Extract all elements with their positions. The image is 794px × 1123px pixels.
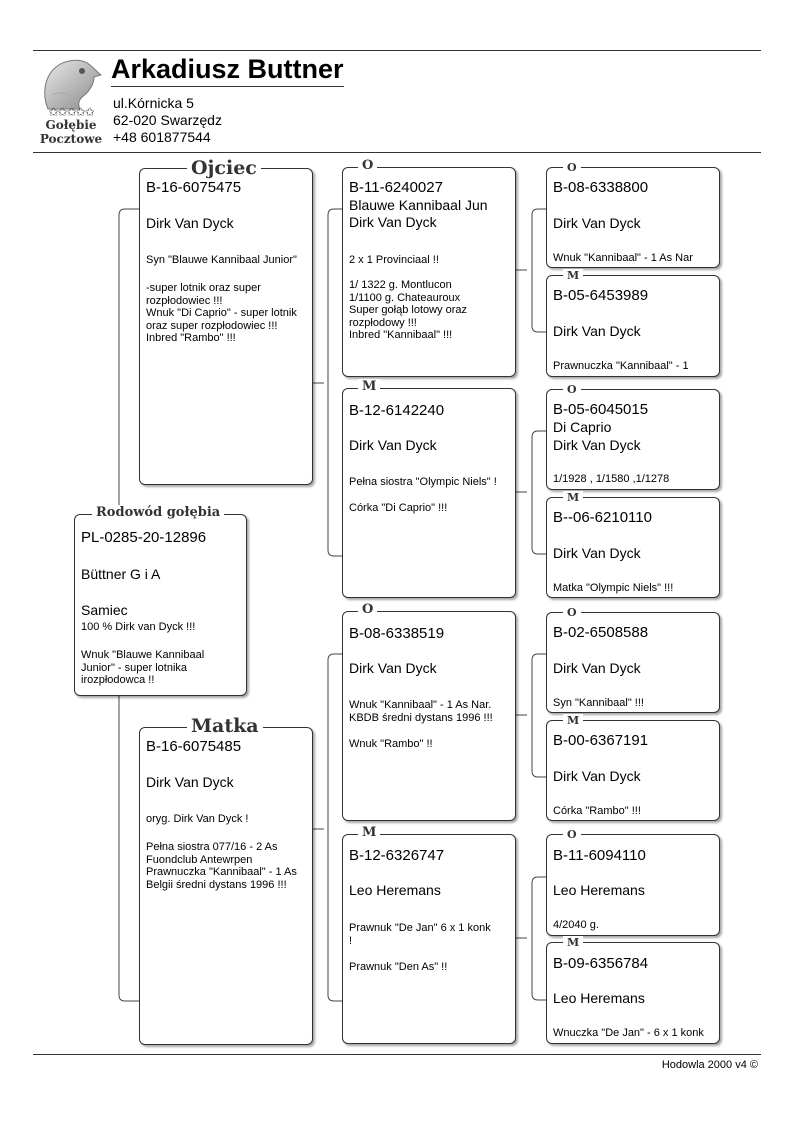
mff-note: Syn "Kannibaal" !!! [553,697,644,709]
fm-breeder: Dirk Van Dyck [349,437,437,453]
mfm-note: Córka "Rambo" !!! [553,805,641,817]
mf-note-2: Wnuk "Rambo" !! [349,738,433,750]
logo-text-line2: Pocztowe [39,132,103,146]
mother-father-card [342,611,516,821]
mf-note-1: Wnuk "Kannibaal" - 1 As Nar. KBDB średni dystans 1996 !!! [349,699,493,724]
father-ring-number: B-16-6075475 [146,179,242,196]
ffm-ring-number: B-05-6453989 [553,287,649,304]
software-credit: Hodowla 2000 v4 © [661,1059,758,1071]
mother-note-1: oryg. Dirk Van Dyck ! [146,813,249,825]
subject-sex: Samiec [81,602,128,618]
fmm-note: Matka "Olympic Niels" !!! [553,582,674,594]
pigeon-head-icon [38,55,104,111]
breeder-name: Arkadiusz Buttner [111,54,344,87]
mother-ring-number: B-16-6075485 [146,738,242,755]
subject-ring-number: PL-0285-20-12896 [81,529,207,546]
fff-card [546,167,720,268]
subject-label: Rodowód gołębia [92,505,224,520]
father-breeder: Dirk Van Dyck [146,215,234,231]
header-top-rule [33,50,761,51]
mm-ring-number: B-12-6326747 [349,847,445,864]
mother-label: Matka [187,715,263,737]
mff-label: O [563,606,581,619]
mother-card [139,727,313,1045]
ff-label: O [358,158,377,173]
fmm-breeder: Dirk Van Dyck [553,545,641,561]
mother-note-2: Pełna siostra 077/16 - 2 As Fuondclub Antewrpen Prawnuczka "Kannibaal" - 1 As Belgii średni dystans 1996 !!! [146,841,297,891]
mother-mother-card [342,834,516,1044]
father-note-1: Syn "Blauwe Kannibaal Junior" [146,254,297,266]
fmf-ring-number: B-05-6045015 [553,401,649,418]
mff-ring-number: B-02-6508588 [553,624,649,641]
footer-rule [33,1054,761,1055]
fmf-card [546,389,720,490]
logo-text-line1: Gołębie [45,118,97,132]
mm-note-2: Prawnuk "Den As" !! [349,961,448,973]
mm-label: M [358,825,380,840]
fff-label: O [563,161,581,174]
fm-ring-number: B-12-6142240 [349,402,445,419]
mmf-label: O [563,828,581,841]
father-father-card [342,167,516,377]
mmm-breeder: Leo Heremans [553,990,645,1006]
club-logo [36,55,106,147]
mm-note-1: Prawnuk "De Jan" 6 x 1 konk ! [349,922,491,947]
fmf-name: Di Caprio [553,419,612,435]
subject-note-2: Wnuk "Blauwe Kannibaal Junior" - super lotnika irozpłodowca !! [81,649,205,686]
ffm-breeder: Dirk Van Dyck [553,323,641,339]
father-note-2: -super lotnik oraz super rozpłodowiec !!! Wnuk "Di Caprio" - super lotnik oraz super rozpłodowiec !!! Inbred "Rambo" !!! [146,282,297,344]
fmm-card [546,497,720,598]
mf-label: O [358,602,377,617]
ff-breeder: Dirk Van Dyck [349,214,437,230]
ff-note-1: 2 x 1 Provinciaal !! [349,254,439,266]
mmf-ring-number: B-11-6094110 [553,847,646,864]
header-bottom-rule [33,152,761,153]
ff-name: Blauwe Kannibaal Jun [349,197,488,213]
breeder-phone: +48 601877544 [113,129,211,145]
mmm-ring-number: B-09-6356784 [553,955,649,972]
ff-ring-number: B-11-6240027 [349,179,443,196]
mff-breeder: Dirk Van Dyck [553,660,641,676]
subject-pigeon-card [74,514,247,696]
father-mother-card [342,388,516,598]
fff-ring-number: B-08-6338800 [553,179,649,196]
fm-note-2: Córka "Di Caprio" !!! [349,502,448,514]
fmf-label: O [563,383,581,396]
mmf-note: 4/2040 g. [553,919,599,931]
mmf-breeder: Leo Heremans [553,882,645,898]
mfm-card [546,720,720,821]
fmm-ring-number: B--06-6210110 [553,509,652,526]
ffm-card [546,275,720,377]
mmm-label: M [563,936,583,949]
mmm-card [546,942,720,1044]
subject-owner: Büttner G i A [81,566,161,582]
breeder-address-city: 62-020 Swarzędz [113,112,222,128]
mfm-breeder: Dirk Van Dyck [553,768,641,784]
fmm-label: M [563,491,583,504]
ffm-note: Prawnuczka "Kannibaal" - 1 [553,360,689,372]
breeder-address-street: ul.Kórnicka 5 [113,95,194,111]
mff-card [546,612,720,713]
logo-stars: ✩✩✩✩✩ [48,105,94,119]
fff-note: Wnuk "Kannibaal" - 1 As Nar [553,252,693,264]
ff-note-2: 1/ 1322 g. Montlucon 1/1100 g. Chateauroux Super gołąb lotowy oraz rozpłodowy !!! Inbred "Kannibaal" !!! [349,279,468,341]
mmm-note: Wnuczka "De Jan" - 6 x 1 konk [553,1027,704,1039]
fmf-breeder: Dirk Van Dyck [553,437,641,453]
mf-breeder: Dirk Van Dyck [349,660,437,676]
fm-label: M [358,379,380,394]
father-card [139,168,313,485]
fmf-note: 1/1928 , 1/1580 ,1/1278 [553,473,670,485]
mother-breeder: Dirk Van Dyck [146,774,234,790]
fff-breeder: Dirk Van Dyck [553,215,641,231]
subject-note-1: 100 % Dirk van Dyck !!! [81,621,196,633]
mfm-label: M [563,714,583,727]
fm-note-1: Pełna siostra "Olympic Niels" ! [349,476,497,488]
mm-breeder: Leo Heremans [349,882,441,898]
ffm-label: M [563,269,583,282]
mmf-card [546,834,720,936]
mf-ring-number: B-08-6338519 [349,625,445,642]
mfm-ring-number: B-00-6367191 [553,732,649,749]
father-label: Ojciec [187,157,261,179]
